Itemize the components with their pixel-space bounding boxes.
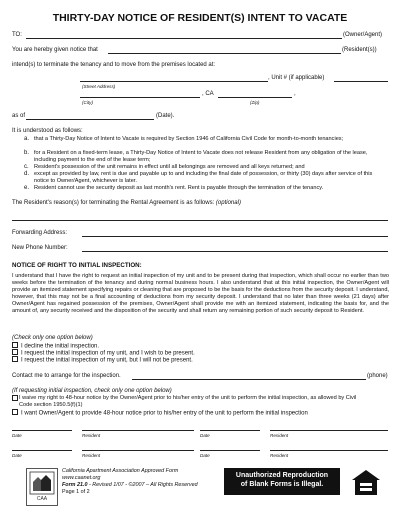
approved-form-text: California Apartment Association Approved Form (62, 468, 179, 474)
unit-label: , Unit # (if applicable) (268, 75, 325, 81)
option-label: I want Owner/Agent to provide 48-hour notice prior to his/her entry of the unit to perform the initial inspection (21, 410, 308, 417)
option-row[interactable] (12, 356, 193, 365)
comma: , (294, 91, 296, 97)
checkbox[interactable] (12, 356, 18, 362)
item-marker: c. (24, 164, 29, 170)
option-label: I waive my right to 48-hour notice by the Owner/Agent prior to his/her entry of the unit to perform the initial inspection, as allowed by Civil Code section 1950.5(f)(1) (19, 395, 357, 408)
warning-line-2: of Blank Forms is Illegal. (240, 481, 324, 488)
street-address-field[interactable] (80, 81, 268, 82)
item-text: Resident cannot use the security deposit as last month's rent. Rent is payable through the termination of the tenancy. (34, 185, 324, 191)
as-of-label: as of (12, 113, 26, 119)
svg-text:CAA: CAA (36, 496, 48, 502)
inspection-heading: NOTICE OF RIGHT TO INITIAL INSPECTION: (12, 262, 142, 269)
option-row[interactable] (12, 409, 308, 418)
resident-signature-line[interactable] (270, 450, 388, 451)
date-caption: Date (200, 433, 210, 438)
reproduction-warning-badge (224, 468, 340, 495)
date-signature-line[interactable] (12, 450, 72, 451)
street-address-caption: (Street Address) (82, 84, 116, 89)
resident-caption: Resident (270, 433, 289, 438)
residents-label: (Resident(s)) (342, 47, 377, 53)
owner-agent-field[interactable] (26, 38, 342, 39)
website-link[interactable]: www.caanet.org (62, 475, 101, 481)
item-text: except as provided by law, rent is due and payable up to and including the final date of possession, or thirty (30) days after service of this notice to Owner/Agent, whichever is later. (34, 171, 373, 184)
vacate-date-field[interactable] (26, 119, 154, 120)
date-caption: Date (200, 453, 210, 458)
optional-label: (optional) (215, 200, 241, 206)
phone-label: (phone) (367, 373, 388, 379)
given-notice-text: You are hereby given notice that (12, 47, 98, 53)
caa-logo-icon (27, 469, 57, 505)
warning-line-1: Unauthorized Reproduction (235, 472, 329, 479)
page-number: Page 1 of 2 (62, 489, 90, 495)
page-title: THIRTY-DAY NOTICE OF RESIDENT(S) INTENT TO VACATE (52, 12, 348, 24)
reasons-field[interactable] (12, 220, 388, 221)
contact-label: Contact me to arrange for the inspection. (12, 373, 121, 379)
item-marker: a. (24, 136, 30, 142)
ca-label: , CA (202, 91, 214, 97)
checkbox[interactable] (12, 342, 18, 348)
caa-logo (26, 468, 58, 506)
item-text: Resident's possession of the unit remains in effect until all belongings are removed and all keys returned; and (34, 164, 305, 170)
date-caption: Date (12, 433, 22, 438)
resident-caption: Resident (82, 433, 101, 438)
checkbox[interactable] (12, 409, 18, 415)
date-caption: Date (12, 453, 22, 458)
option-label: I request the initial inspection of my unit, and I wish to be present. (21, 350, 195, 357)
equal-housing-logo (350, 468, 382, 498)
unit-field[interactable] (334, 81, 388, 82)
option-label: I decline the initial inspection. (21, 343, 100, 350)
city-caption: (City) (82, 100, 93, 105)
form-revision (62, 482, 198, 489)
equal-housing-icon (350, 468, 382, 498)
item-marker: d. (24, 171, 30, 177)
date-label: (Date). (156, 113, 175, 119)
checkbox[interactable] (12, 395, 18, 401)
item-marker: b. (24, 150, 30, 156)
new-phone-field[interactable] (82, 251, 388, 252)
owner-agent-label: (Owner/Agent) (343, 32, 383, 38)
forwarding-label: Forwarding Address: (12, 230, 68, 236)
revision-text: - Revised 1/07 - ©2007 – All Rights Reserved (88, 482, 198, 488)
date-signature-line[interactable] (200, 450, 260, 451)
city-field[interactable] (80, 97, 200, 98)
resident-caption: Resident (270, 453, 289, 458)
zip-field[interactable] (218, 97, 292, 98)
forwarding-field[interactable] (82, 236, 388, 237)
option-label: I request the initial inspection of my unit, but I will not be present. (21, 357, 193, 364)
reasons-label: The Resident's reason(s) for terminating the Rental Agreement is as follows: (12, 200, 215, 206)
item-text: that a Thirty-Day Notice of Intent to Vacate is required by Section 1946 of California Civil Code for month-to-month tenancies; (34, 136, 344, 142)
item-marker: e. (24, 185, 30, 191)
if-requesting-note: (If requesting initial inspection, check only one option below) (12, 388, 172, 394)
to-label: TO: (12, 32, 22, 38)
contact-phone-field[interactable] (132, 379, 366, 380)
residents-field[interactable] (108, 53, 341, 54)
zip-caption: (Zip) (250, 100, 260, 105)
date-signature-line[interactable] (200, 430, 260, 431)
resident-signature-line[interactable] (82, 430, 194, 431)
form-number: Form 21.0 (62, 482, 88, 488)
item-text: for a Resident on a fixed-term lease, a Thirty-Day Notice of Intent to Vacate does not release Resident from any obligation of the lease, including payment to the end of the lease term; (34, 150, 368, 163)
new-phone-label: New Phone Number: (12, 245, 68, 251)
resident-signature-line[interactable] (82, 450, 194, 451)
resident-signature-line[interactable] (270, 430, 388, 431)
check-one-note: (Check only one option below) (12, 335, 93, 341)
inspection-paragraph: I understand that I have the right to request an initial inspection of my unit and to be present during that inspection, which shall occur no earlier than two weeks before the termination of the tenancy and during normal business hours. I also understand that at this initial inspection, the Owner/Agent will provide an itemized statement specifying repairs or cleaning that are proposed to be the basis for the deductions from the security deposit. I understand, however, that this may not be a final accounting of deductions from my security deposit. I understand that no later than three weeks (21 days) after Owner/Agent has regained possession of the premises, Owner/Agent shall provide me with an itemized statement, indicating the basis for, and the amount of, any security received and the disposition of the security and shall return any remaining portion of such security deposit to Resident. (12, 273, 389, 314)
reasons-text (12, 200, 241, 207)
date-signature-line[interactable] (12, 430, 72, 431)
intend-text: intend(s) to terminate the tenancy and to move from the premises located at: (12, 62, 216, 68)
understood-text: It is understood as follows: (12, 128, 83, 134)
checkbox[interactable] (12, 349, 18, 355)
resident-caption: Resident (82, 453, 101, 458)
